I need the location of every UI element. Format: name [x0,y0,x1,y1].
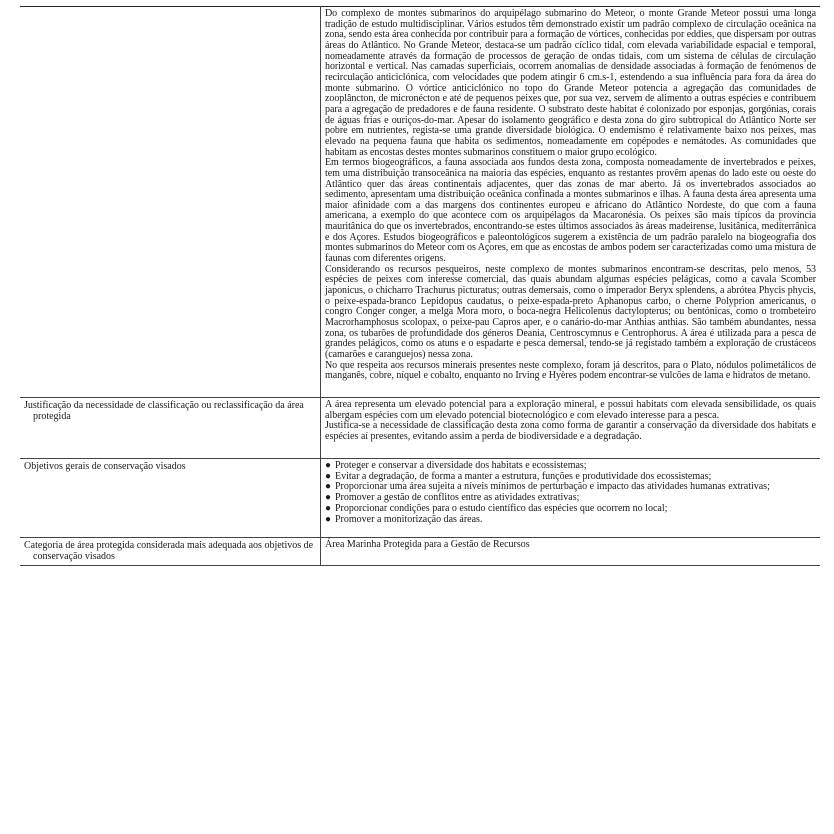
row-label-cell [20,538,321,566]
row-label-objetivos: Objetivos gerais de conservação visados [24,460,186,472]
bullet-icon: ● [325,492,332,504]
row-label-cell [20,397,321,458]
row-label-cell [20,7,321,398]
table-row-caracterizacao [20,7,820,398]
paragraph-fisheries: Considerando os recursos pesqueiros, neste complexo de montes submarinos encontram-se descritas, pelo menos, 53 espécies de peixes com interesse comercial, das quais abundam algumas espécies pelágicas, como a cavala Scomber japonicus, o chicharro Trachurus picturatus; outras demersais, como o imperador Beryx splendens, a abrótea Phycis phycis, o peixe-espada-branco Lepidopus caudatus, o peixe-espada-preto Aphanopus carbo, o cherne Polyprion americanus, o congro Conger conger, a melga Mora moro, o boca-negra Helicolenus dactylopterus; ou bentónicas, como o trombeteiro Macrorhamphosus scolopax, o peixe-pau Capros aper, e o canário-do-mar Anthias anthias. São também abundantes, nessa zona, os tubarões de profundidade dos géneros Deania, Centroscymnus e Centrophorus. A área é utilizada para a pesca de grandes pelágicos, como os atuns e o espadarte e pesca demersal, tendo-se já registado também a exploração de crustáceos (camarões e caranguejos) nessa zona. [325,263,816,360]
paragraph-minerals: No que respeita aos recursos minerais presentes neste complexo, foram já descritos, para o Plato, nódulos polimetálicos de manganês, cobre, níquel e cobalto, enquanto no Irving e Hyères podem encontrar-se vulcões de lama e hidratos de metano. [325,359,816,382]
row-label-cell [20,458,321,537]
bullet-icon: ● [325,481,332,493]
table-row-objetivos [20,458,820,537]
paragraph-oceanography: Do complexo de montes submarinos do arquipélago submarino do Meteor, o monte Grande Meteor possui uma longa tradição de estudo multidisciplinar. Vários estudos têm demonstrado existir um padrão complexo de circulação oceânica na zona, sendo esta área conhecida por contribuir para a formação de vórtices, conhecidas por eddies, que dispersam por outras áreas do Atlântico. No Grande Meteor, destaca-se um padrão cíclico tidal, com elevada variabilidade espacial e temporal, nomeadamente através da formação de processos de geração de ondas tidais, com um sistema de células de circulação horizontal e vertical. Nas camadas superficiais, ocorrem anomalias de densidade associadas à formação de fenómenos de recirculação anticiclónica, com velocidades que podem atingir 6 cm.s-1, estendendo a sua influência para fora da área do monte submarino. O vórtice anticiclónico no topo do Grande Meteor potencia a agregação das comunidades de zooplâncton, de micronécton e até de pequenos peixes que, por sua vez, servem de alimento a outras espécies e contribuem para a agregação de predadores e de fauna residente. O substrato deste habitat é colonizado por esponjas, gorgónias, corais de águas frias e ouriços-do-mar. Apesar do isolamento geográfico e desta zona do giro subtropical do Atlântico Norte ser pobre em nutrientes, regista-se uma grande diversidade biológica. O endemismo é relativamente baixo nos peixes, mas elevado na pequena fauna que habita os sedimentos, nomeadamente em copépodes e nemátodes. As comunidades que habitam as encostas destes montes submarinos constituem o maior grupo ecológico. [325,8,816,158]
bullet-icon: ● [325,514,332,526]
justification-paragraph-1: A área representa um elevado potencial para a exploração mineral, e possui habitats com elevada sensibilidade, os quais albergam espécies com um elevado potencial biotecnológico e com elevado interesse para a pesca. [325,398,816,421]
list-item: ● Promover a monitorização das áreas. [325,514,483,526]
category-cell [321,538,821,566]
list-item: ● Proteger e conservar a diversidade dos habitats e ecossistemas; [325,459,587,471]
table-row-categoria [20,538,820,566]
table-row-justificacao [20,397,820,458]
justification-cell [321,397,821,458]
protected-area-table [20,6,820,566]
list-item: ● Evitar a degradação, de forma a manter a estrutura, funções e produtividade dos ecossistemas; [325,470,712,482]
bullet-icon: ● [325,459,332,471]
objectives-list [325,461,816,526]
bullet-icon: ● [325,470,332,482]
row-label-justificacao: Justificação da necessidade de classificação ou reclassificação da área protegida [24,399,304,423]
list-item: ● Proporcionar uma área sujeita a níveis mínimos de perturbação e impacto das atividades humanas extrativas; [325,481,770,493]
list-item: ● Promover a gestão de conflitos entre as atividades extrativas; [325,492,580,504]
objectives-cell [321,458,821,537]
row-label-categoria: Categoria de área protegida considerada mais adequada aos objetivos de conservação visados [24,540,314,563]
list-item: ● Proporcionar condições para o estudo científico das espécies que ocorrem no local; [325,503,668,515]
paragraph-biogeography: Em termos biogeográficos, a fauna associada aos fundos desta zona, composta nomeadamente de invertebrados e peixes, tem uma distribuição transoceânica na maioria das espécies, enquanto as restantes provêm apenas do lado este ou oeste do Atlântico quer das áreas continentais adjacentes, quer das zonas de mar aberto. Já os invertebrados associados ao sedimento, apresentam uma distribuição oceânica confinada a montes submarinos e ilhas. A fauna desta área apresenta uma maior afinidade com a das margens dos continentes europeu e africano do Atlântico Nordeste, do que com a fauna americana, a exemplo do que acontece com os arquipélagos da Macaronésia. Os peixes são mais típicos da província mauritânica do que os invertebrados, encontrando-se estes últimos associados às áreas madeirense, lusitânica, mediterrânica e dos Açores. Estudos biogeográficos e paleontológicos sugerem a existência de um padrão paralelo na biogeografia dos montes submarinos do Meteor com os Açores, em que as encostas de ambos podem ser caracterizadas como uma mistura de faunas com diferentes origens. [325,157,816,265]
category-value: Área Marinha Protegida para a Gestão de Recursos [325,539,530,551]
bullet-icon: ● [325,503,332,515]
justification-paragraph-2: Justifica-se a necessidade de classificação desta zona como forma de garantir a conservação da diversidade dos habitats e espécies aí presentes, evitando assim a perda de biodiversidade e a degradação. [325,420,816,442]
description-cell [321,7,821,398]
document-page [20,6,820,566]
